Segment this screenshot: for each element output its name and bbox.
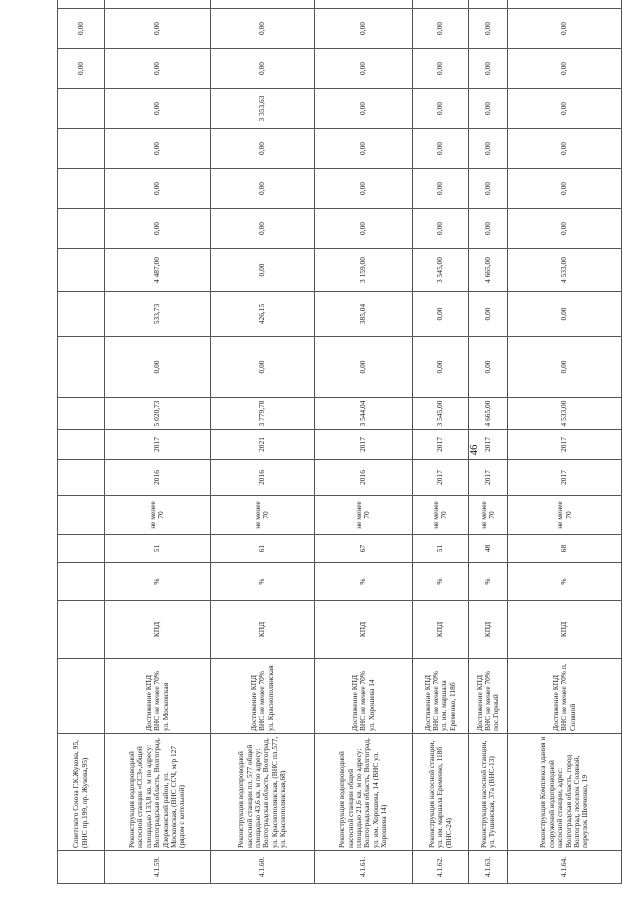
cont-empty-cell [58,601,105,659]
total-cost: 3 544,04 [315,398,413,430]
object-name: Реконструкция водопроводной насосной станции пл. 577 общей площадью 43,6 кв. м по адресу: Волгоградская область, Волгоград, ул. Краснополянская, (ВНС пл.577, ул. Краснополянская,68) [210,734,314,851]
row-number: 4.1.64. [508,851,622,884]
end-year: 2017 [412,430,468,460]
cont-empty-cell [58,292,105,337]
unit-cell: % [104,563,210,601]
target-value: не менее 70 [412,496,468,535]
finance-value: 0,00 [508,292,622,337]
row-number: 4.1.59. [104,851,210,884]
total-cost: 3 545,00 [412,398,468,430]
base-value: 67 [315,535,413,563]
finance-value: 0,00 [508,49,622,89]
start-year: 2016 [104,460,210,496]
indicator-text: Достижение КПД ВНС не менее 70% ул. Краснополянская [210,659,314,734]
end-year: 2017 [315,430,413,460]
table-row [104,0,210,884]
finance-value: 385,04 [315,292,413,337]
parameter-name: КПД [210,601,314,659]
finance-value: 0,00 [104,9,210,49]
unit-cell: % [210,563,314,601]
finance-value: 0,00 [210,337,314,398]
cont-value-cell: 0,00 [58,49,105,89]
base-value: 51 [104,535,210,563]
finance-value: 0,00 [210,169,314,209]
total-cost: 4 665,00 [469,398,508,430]
finance-value: 0,00 [210,9,314,49]
cont-empty-cell [58,249,105,292]
base-value: 68 [508,535,622,563]
total-cost: 3 779,78 [210,398,314,430]
table-row [469,0,508,884]
finance-value: 0,00 [104,169,210,209]
cont-empty-cell [58,89,105,129]
finance-value: 0,00 [469,169,508,209]
start-year: 2016 [315,460,413,496]
unit-cell: % [315,563,413,601]
cont-empty-cell [58,169,105,209]
indicator-text: Достижение КПД ВНС не менее 70% ул. Хорошева 14 [315,659,413,734]
cont-empty-cell [58,535,105,563]
finance-value: 0,00 [469,292,508,337]
finance-value: 3 353,63 [210,89,314,129]
investment-program-table [57,0,622,884]
unit-cell: % [508,563,622,601]
object-name: Реконструкция водопроводной насосной станции «ССЗ»,общей площадью 133,8 кв. м по адресу: Волгоградская область, Волгоград, Дзержинский район, ул. Московская, (ВНС ССЧ, м/р 127 (рядом с котельной) [104,734,210,851]
finance-value: 0,00 [412,89,468,129]
target-value: не менее 70 [469,496,508,535]
finance-value: 0,00 [508,129,622,169]
cont-empty-cell [58,398,105,430]
cont-empty-cell [58,460,105,496]
finance-value: 0,00 [210,49,314,89]
finance-value: 0,00 [104,129,210,169]
finance-value: 0,00 [469,9,508,49]
object-name: Реконструкция насосной станции, ул. им. маршала Еременко, 118б (ВНС-24) [412,734,468,851]
total-cost: 4 533,00 [508,398,622,430]
finance-value: 0,00 [412,209,468,249]
object-name: Реконструкция насосной станции, ул. Тушинская, 37а (ВНС-13) [469,734,508,851]
continuation-row [58,0,105,884]
parameter-name: КПД [508,601,622,659]
row-number: 4.1.62. [412,851,468,884]
row-number: 4.1.61. [315,851,413,884]
finance-value: 0,00 [210,129,314,169]
unit-cell: % [412,563,468,601]
finance-value: 0,00 [412,9,468,49]
finance-value: 4 533,00 [508,249,622,292]
cont-empty-cell [58,496,105,535]
cont-value-cell [58,0,105,9]
parameter-name: КПД [412,601,468,659]
spacer-cell [469,0,508,9]
end-year: 2017 [508,430,622,460]
cont-empty-cell [58,337,105,398]
finance-value: 0,00 [104,337,210,398]
finance-value: 0,00 [469,209,508,249]
finance-value: 0,00 [412,169,468,209]
finance-value: 0,00 [469,337,508,398]
finance-value: 0,00 [412,49,468,89]
base-value: 61 [210,535,314,563]
indicator-text: Достижение КПД ВНС не менее 70% ул. им. маршала Еременко, 118б [412,659,468,734]
end-year: 2017 [469,430,508,460]
rows-body [104,0,621,884]
target-value: не менее 70 [508,496,622,535]
spacer-cell [412,0,468,9]
cont-empty-cell [58,209,105,249]
object-name: Реконструкция водопроводной насосной станции общей площадью 21,6 кв. м по адресу: Волгоградская область, Волгоград, ул. им. Хорошева, 14 (ВНС ул. Хорошева 14) [315,734,413,851]
finance-value: 0,00 [508,169,622,209]
cont-value-cell: 0,00 [58,9,105,49]
finance-value: 0,00 [210,209,314,249]
start-year: 2017 [469,460,508,496]
row-number: 4.1.60. [210,851,314,884]
finance-value: 0,00 [104,89,210,129]
unit-cell: % [469,563,508,601]
finance-value: 0,00 [315,129,413,169]
finance-value: 0,00 [210,249,314,292]
finance-value: 4 665,00 [469,249,508,292]
end-year: 2017 [104,430,210,460]
finance-value: 0,00 [315,49,413,89]
spacer-cell [210,0,314,9]
spacer-cell [315,0,413,9]
parameter-name: КПД [315,601,413,659]
finance-value: 4 487,00 [104,249,210,292]
start-year: 2017 [412,460,468,496]
finance-value: 0,00 [315,9,413,49]
parameter-name: КПД [104,601,210,659]
finance-value: 0,00 [315,169,413,209]
page-number: 46 [468,444,480,456]
finance-value: 0,00 [315,89,413,129]
finance-value: 0,00 [469,49,508,89]
target-value: не менее 70 [210,496,314,535]
finance-value: 0,00 [469,129,508,169]
cont-empty-cell [58,430,105,460]
cont-empty-cell [58,659,105,734]
finance-value: 0,00 [315,337,413,398]
finance-value: 0,00 [508,9,622,49]
end-year: 2021 [210,430,314,460]
finance-value: 0,00 [412,292,468,337]
finance-value: 426,15 [210,292,314,337]
finance-value: 0,00 [104,49,210,89]
target-value: не менее 70 [315,496,413,535]
spacer-cell [508,0,622,9]
spacer-cell [104,0,210,9]
indicator-text: Достижение КПД ВНС не менее 70% ул. Московская [104,659,210,734]
table-row [508,0,622,884]
cont-empty-cell [58,129,105,169]
table-row [315,0,413,884]
finance-value: 533,73 [104,292,210,337]
target-value: не менее 70 [104,496,210,535]
finance-value: 0,00 [104,209,210,249]
parameter-name: КПД [469,601,508,659]
row-number: 4.1.63. [469,851,508,884]
finance-value: 0,00 [412,129,468,169]
cont-num-cell [58,851,105,884]
indicator-text: Достижение КПД ВНС не менее 70% п. Соляной [508,659,622,734]
cont-empty-cell [58,563,105,601]
indicator-text: Достижение КПД ВНС не менее 70% пос.Горный [469,659,508,734]
base-value: 51 [412,535,468,563]
start-year: 2016 [210,460,314,496]
table-row [210,0,314,884]
table-row [412,0,468,884]
finance-value: 0,00 [508,337,622,398]
finance-value: 0,00 [508,89,622,129]
finance-value: 3 159,00 [315,249,413,292]
start-year: 2017 [508,460,622,496]
base-value: 48 [469,535,508,563]
finance-value: 3 545,00 [412,249,468,292]
cont-name-cell: Советского Союза Г.К.Жукова, 95, (ВНС пр.199, пр. Жукова,95) [58,734,105,851]
finance-value: 0,00 [508,209,622,249]
finance-value: 0,00 [469,89,508,129]
object-name: Реконструкция Комплекса здания и сооружений водопроводной насосной станции, адрес: Волгоградская область, город Волгоград, поселок Соляной, переулок Шевченко, 19 [508,734,622,851]
finance-value: 0,00 [315,209,413,249]
finance-value: 0,00 [412,337,468,398]
rotated-table-wrap [57,18,622,884]
total-cost: 5 020,73 [104,398,210,430]
